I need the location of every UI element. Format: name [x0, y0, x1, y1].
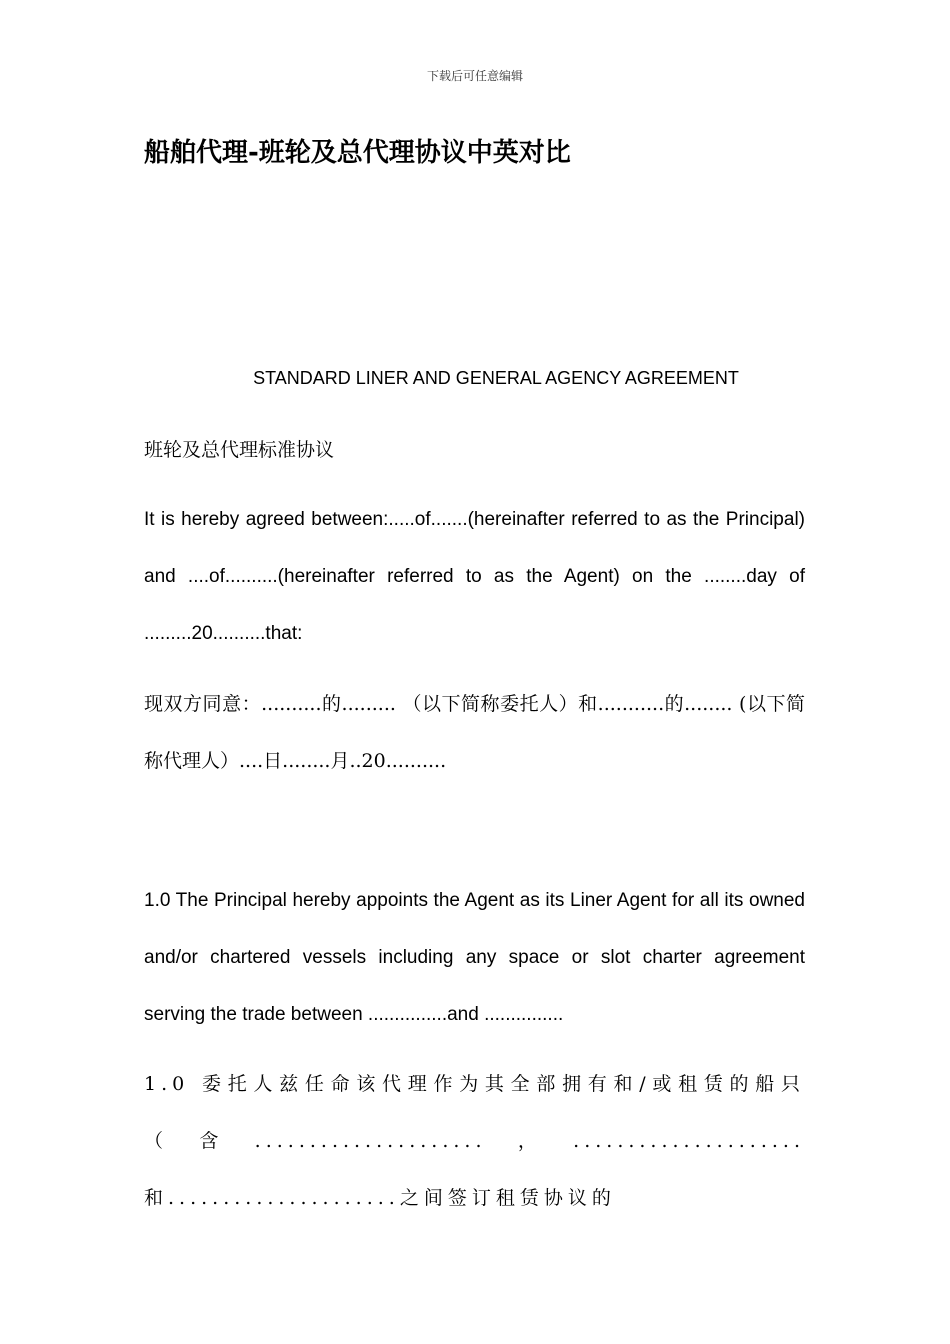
- preamble-zh: 现双方同意：..........的......... （以下简称委托人）和...........的........ (以下简称代理人）....日........月..20..........: [144, 693, 805, 772]
- document-title: 船舶代理-班轮及总代理协议中英对比: [144, 138, 571, 168]
- clause-1-zh: 1.0 委托人兹任命该代理作为其全部拥有和/或租赁的船只（含.....................，.....................和.....................之间签订租赁协议的: [144, 1073, 805, 1209]
- agreement-title: STANDARD LINER AND GENERAL AGENCY AGREEMENT: [253, 368, 739, 388]
- header-note: 下载后可任意编辑: [426, 69, 523, 83]
- agreement-title-zh: 班轮及总代理标准协议: [144, 439, 335, 461]
- clause-1-en: 1.0 The Principal hereby appoints the Agent as its Liner Agent for all its owned and/or chartered vessels including any space or slot charter agreement serving the trade between ...............and ...............: [144, 890, 805, 1025]
- preamble-en: It is hereby agreed between:.....of.......(hereinafter referred to as the Principal) and ....of..........(hereinafter referred to as the Agent) on the ........day of .........20..........that:: [144, 509, 805, 644]
